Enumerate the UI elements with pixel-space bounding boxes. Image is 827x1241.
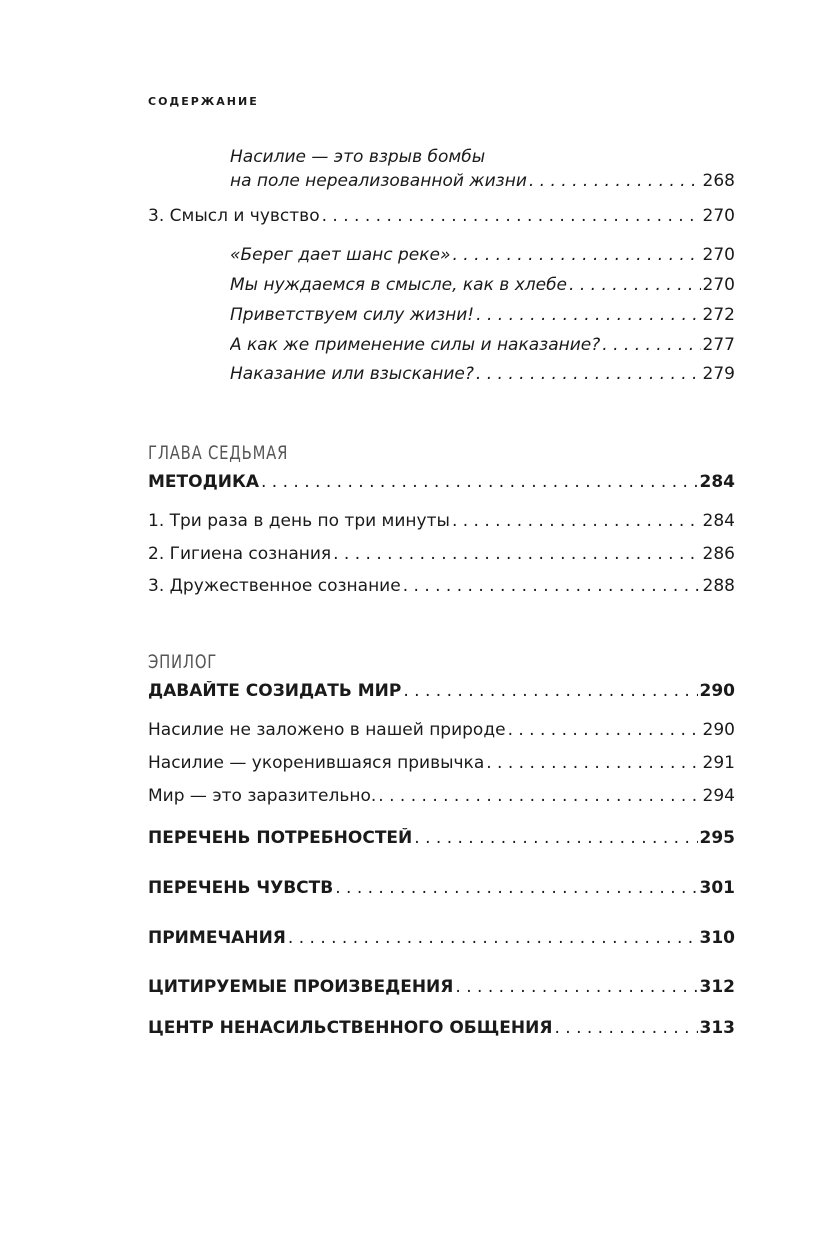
toc-entry-section[interactable] — [148, 544, 735, 564]
toc-entry-needs-list[interactable] — [148, 828, 735, 848]
toc-entry-sub[interactable] — [230, 245, 735, 265]
toc-entry-section[interactable] — [148, 753, 735, 773]
toc-entry-title: 2. Гигиена сознания — [148, 544, 332, 564]
toc-entry-meaning-feeling[interactable] — [148, 206, 735, 226]
toc-entry-page: 279 — [702, 364, 735, 384]
toc-entry-page: 277 — [702, 335, 735, 355]
leader-dots — [403, 681, 697, 701]
leader-dots — [486, 753, 700, 773]
leader-dots — [529, 171, 701, 191]
toc-entry-title: 3. Дружественное сознание — [148, 576, 401, 596]
toc-entry-page: 294 — [702, 786, 735, 806]
toc-entry-page: 288 — [702, 576, 735, 596]
toc-entry-notes[interactable] — [148, 928, 735, 948]
toc-entry-violence-bomb[interactable] — [230, 171, 735, 191]
leader-dots — [288, 928, 698, 948]
toc-entry-page: 290 — [699, 681, 735, 701]
leader-dots — [508, 720, 701, 740]
toc-entry-page: 310 — [699, 928, 735, 948]
toc-entry-page: 286 — [702, 544, 735, 564]
toc-entry-sub[interactable] — [230, 364, 735, 384]
toc-entry-page: 270 — [702, 275, 735, 295]
leader-dots — [261, 472, 698, 492]
toc-entry-cited-works[interactable] — [148, 977, 735, 997]
toc-entry-title: Наказание или взыскание? — [230, 364, 474, 384]
toc-entry-page: 270 — [702, 206, 735, 226]
toc-entry-title: ПЕРЕЧЕНЬ ЧУВСТВ — [148, 878, 334, 898]
toc-entry-page: 270 — [702, 245, 735, 265]
toc-entry-title: МЕТОДИКА — [148, 472, 259, 492]
leader-dots — [602, 335, 700, 355]
toc-entry-section[interactable] — [148, 511, 735, 531]
toc-entry-sub[interactable] — [230, 335, 735, 355]
toc-entry-page: 272 — [702, 305, 735, 325]
leader-dots — [378, 786, 700, 806]
toc-entry-title: ЦЕНТР НЕНАСИЛЬСТВЕННОГО ОБЩЕНИЯ — [148, 1018, 553, 1038]
running-head: СОДЕРЖАНИЕ — [148, 95, 259, 108]
toc-entry-title: Мир — это заразительно. — [148, 786, 377, 806]
toc-entry-title: Насилие — укоренившаяся привычка — [148, 753, 485, 773]
toc-entry-title: 1. Три раза в день по три минуты — [148, 511, 450, 531]
leader-dots — [403, 576, 701, 596]
toc-entry-title: на поле нереализованной жизни — [230, 171, 527, 191]
toc-entry-violence-bomb-line1: Насилие — это взрыв бомбы — [230, 147, 486, 167]
toc-entry-epilogue[interactable] — [148, 681, 735, 701]
toc-entry-title: Приветствуем силу жизни! — [230, 305, 475, 325]
toc-entry-title: А как же применение силы и наказание? — [230, 335, 601, 355]
leader-dots — [476, 364, 701, 384]
toc-entry-sub[interactable] — [230, 275, 735, 295]
toc-entry-title: ЦИТИРУЕМЫЕ ПРОИЗВЕДЕНИЯ — [148, 977, 454, 997]
leader-dots — [476, 305, 700, 325]
toc-entry-title: 3. Смысл и чувство — [148, 206, 320, 226]
toc-entry-section[interactable] — [148, 786, 735, 806]
toc-entry-title: «Берег дает шанс реке» — [230, 245, 451, 265]
toc-entry-page: 284 — [699, 472, 735, 492]
toc-entry-section[interactable] — [148, 576, 735, 596]
toc-entry-section[interactable] — [148, 720, 735, 740]
leader-dots — [554, 1018, 697, 1038]
leader-dots — [569, 275, 701, 295]
toc-entry-title: Насилие не заложено в нашей природе — [148, 720, 506, 740]
leader-dots — [322, 206, 701, 226]
toc-entry-chapter-methodology[interactable] — [148, 472, 735, 492]
toc-entry-page: 301 — [699, 878, 735, 898]
toc-entry-cnvc[interactable] — [148, 1018, 735, 1038]
leader-dots — [414, 828, 697, 848]
toc-entry-page: 268 — [702, 171, 735, 191]
toc-entry-title: ПЕРЕЧЕНЬ ПОТРЕБНОСТЕЙ — [148, 828, 413, 848]
leader-dots — [333, 544, 700, 564]
leader-dots — [335, 878, 697, 898]
toc-entry-sub[interactable] — [230, 305, 735, 325]
chapter-label: ЭПИЛОГ — [148, 651, 218, 673]
toc-entry-page: 295 — [699, 828, 735, 848]
toc-entry-title: ПРИМЕЧАНИЯ — [148, 928, 286, 948]
leader-dots — [452, 511, 701, 531]
toc-entry-title: Мы нуждаемся в смысле, как в хлебе — [230, 275, 568, 295]
chapter-label: ГЛАВА СЕДЬМАЯ — [148, 442, 289, 464]
leader-dots — [452, 245, 700, 265]
leader-dots — [455, 977, 697, 997]
toc-entry-page: 312 — [699, 977, 735, 997]
toc-entry-page: 290 — [702, 720, 735, 740]
toc-entry-page: 313 — [699, 1018, 735, 1038]
toc-entry-page: 284 — [702, 511, 735, 531]
toc-entry-title: ДАВАЙТЕ СОЗИДАТЬ МИР — [148, 681, 402, 701]
toc-entry-feelings-list[interactable] — [148, 878, 735, 898]
toc-entry-page: 291 — [702, 753, 735, 773]
